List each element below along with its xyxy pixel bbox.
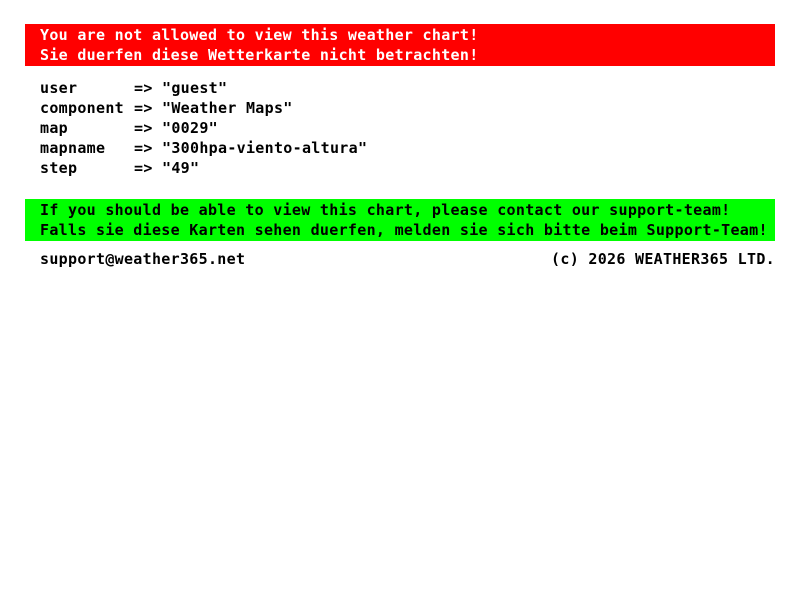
error-banner-line-de: Sie duerfen diese Wetterkarte nicht betrachten! <box>40 46 479 64</box>
detail-key: mapname <box>40 139 106 157</box>
detail-key: step <box>40 159 78 177</box>
arrow-glyph: => <box>134 99 153 117</box>
support-banner-line-en: If you should be able to view this chart, please contact our support-team! <box>40 201 731 219</box>
detail-value: "300hpa-viento-altura" <box>162 139 368 157</box>
detail-row-user <box>40 78 800 98</box>
detail-row-step <box>40 158 800 178</box>
detail-value: "49" <box>162 159 200 177</box>
detail-row-component <box>40 98 800 118</box>
request-details <box>40 78 800 178</box>
arrow-glyph: => <box>134 159 153 177</box>
error-banner-line-en: You are not allowed to view this weather chart! <box>40 26 479 44</box>
error-banner <box>25 24 775 66</box>
support-email: support@weather365.net <box>40 250 246 268</box>
support-banner-line-de: Falls sie diese Karten sehen duerfen, melden sie sich bitte beim Support-Team! <box>40 221 768 239</box>
arrow-glyph: => <box>134 139 153 157</box>
detail-key: component <box>40 99 124 117</box>
copyright-notice: (c) 2026 WEATHER365 LTD. <box>551 250 775 268</box>
detail-key: user <box>40 79 78 97</box>
detail-key: map <box>40 119 68 137</box>
arrow-glyph: => <box>134 79 153 97</box>
detail-row-map <box>40 118 800 138</box>
support-banner <box>25 199 775 241</box>
footer <box>25 249 775 269</box>
detail-value: "Weather Maps" <box>162 99 293 117</box>
arrow-glyph: => <box>134 119 153 137</box>
detail-value: "guest" <box>162 79 228 97</box>
detail-value: "0029" <box>162 119 218 137</box>
detail-row-mapname <box>40 138 800 158</box>
